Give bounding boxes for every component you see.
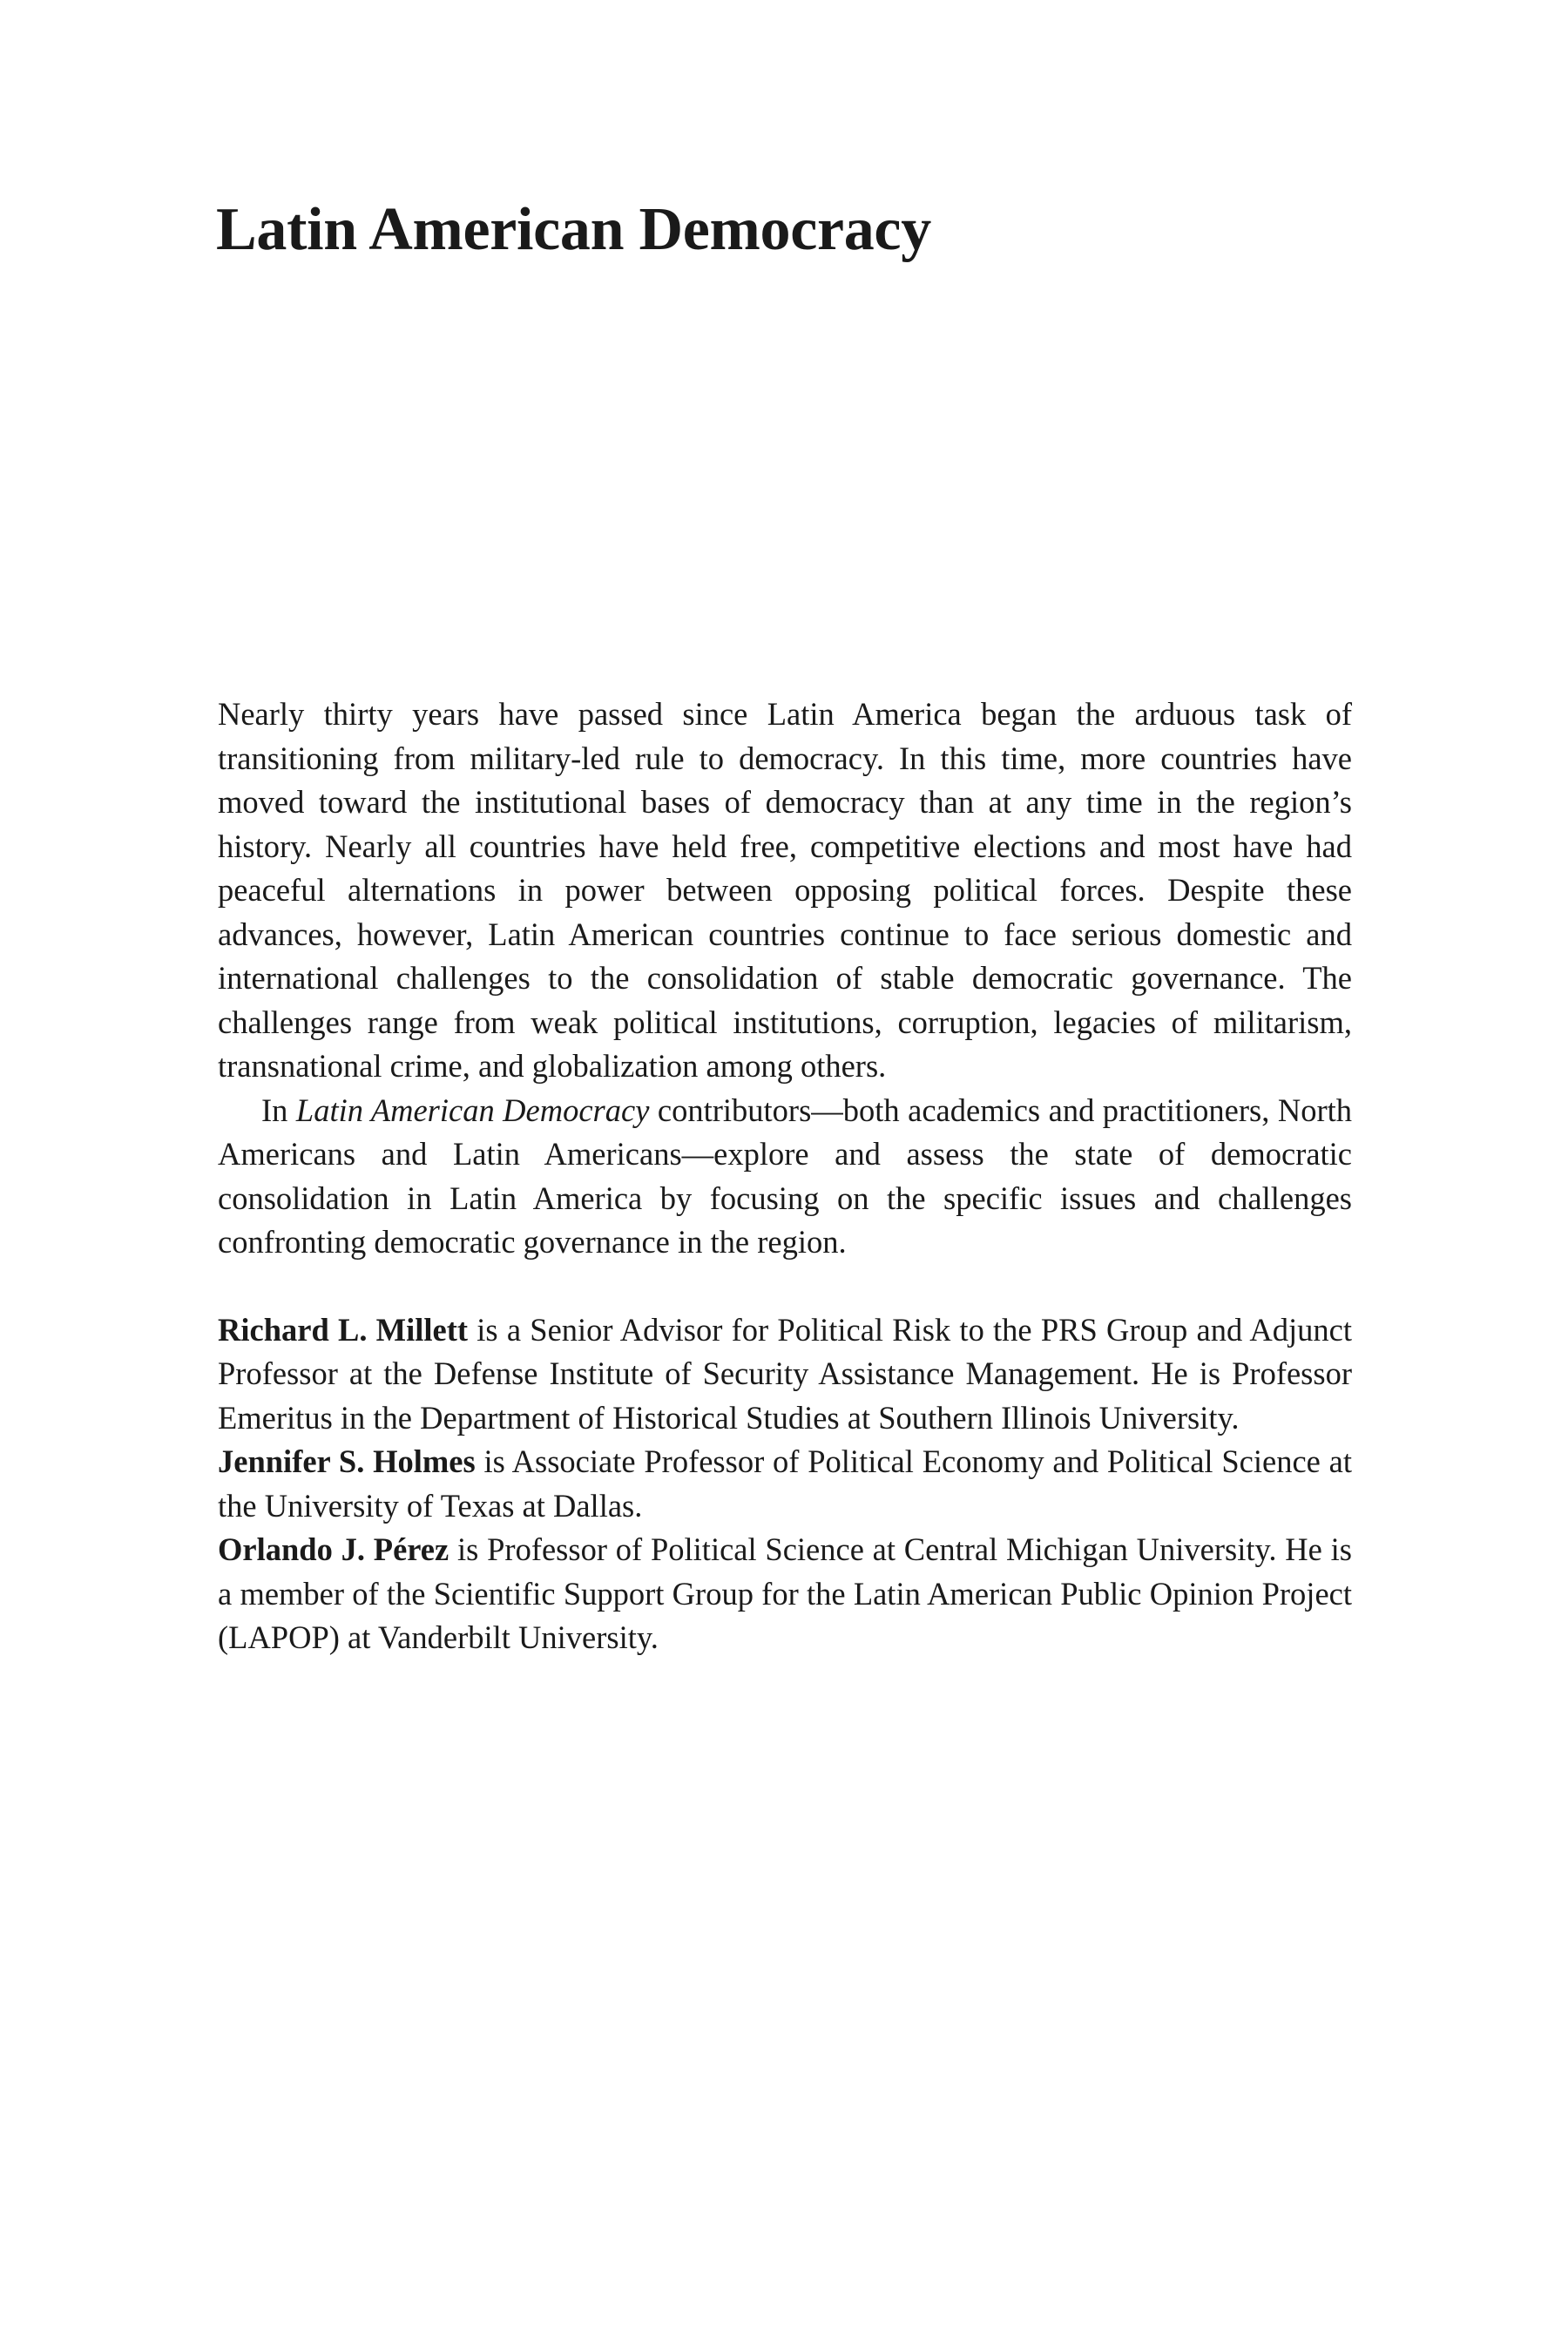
paragraph-2-lead: In [261, 1092, 296, 1128]
book-title-italic: Latin American Democracy [295, 1092, 650, 1128]
page-title: Latin American Democracy [216, 196, 931, 263]
author-bio-perez [218, 1528, 1352, 1660]
page-content [218, 693, 1352, 1660]
author-name: Jennifer S. Holmes [218, 1443, 476, 1479]
author-bios [218, 1308, 1352, 1660]
description-paragraph-2 [218, 1089, 1352, 1265]
author-bio-text: is a Senior Advisor for Political Risk to the PRS Group and Adjunct Professor at the Defense Institute of Security Assistance Management. He is Professor Emeritus in the Department of Historical Studies at Southern Illinois University. [218, 1311, 1353, 1436]
description-paragraph-1: Nearly thirty years have passed since Latin America began the arduous task of transitioning from military-led rule to democracy. In this time, more countries have moved toward the institutional bases of democracy than at any time in the region’s history. Nearly all countries have held free, competitive elections and most have had peaceful alternations in power between opposing political forces. Despite these advances, however, Latin American countries continue to face serious domestic and international challenges to the consolidation of stable democratic governance. The challenges range from weak political institutions, corruption, legacies of militarism, transnational crime, and globalization among others. [218, 696, 1352, 1084]
author-name: Richard L. Millett [218, 1311, 469, 1348]
author-name: Orlando J. Pérez [218, 1531, 449, 1567]
author-bio-holmes [218, 1440, 1352, 1528]
author-bio-millett [218, 1308, 1352, 1441]
author-bio-text: is Professor of Political Science at Central Michigan University. He is a member of the Scientific Support Group for the Latin American Public Opinion Project (LAPOP) at Vanderbilt University. [218, 1531, 1352, 1655]
author-bio-text: is Associate Professor of Political Economy and Political Science at the University of Texas at Dallas. [218, 1443, 1352, 1524]
paragraph-2-rest: contributors—both academics and practitioners, North Americans and Latin Americans—explore and assess the state of democratic consolidation in Latin America by focusing on the specific issues and challenges confronting democratic governance in the region. [218, 1092, 1352, 1260]
